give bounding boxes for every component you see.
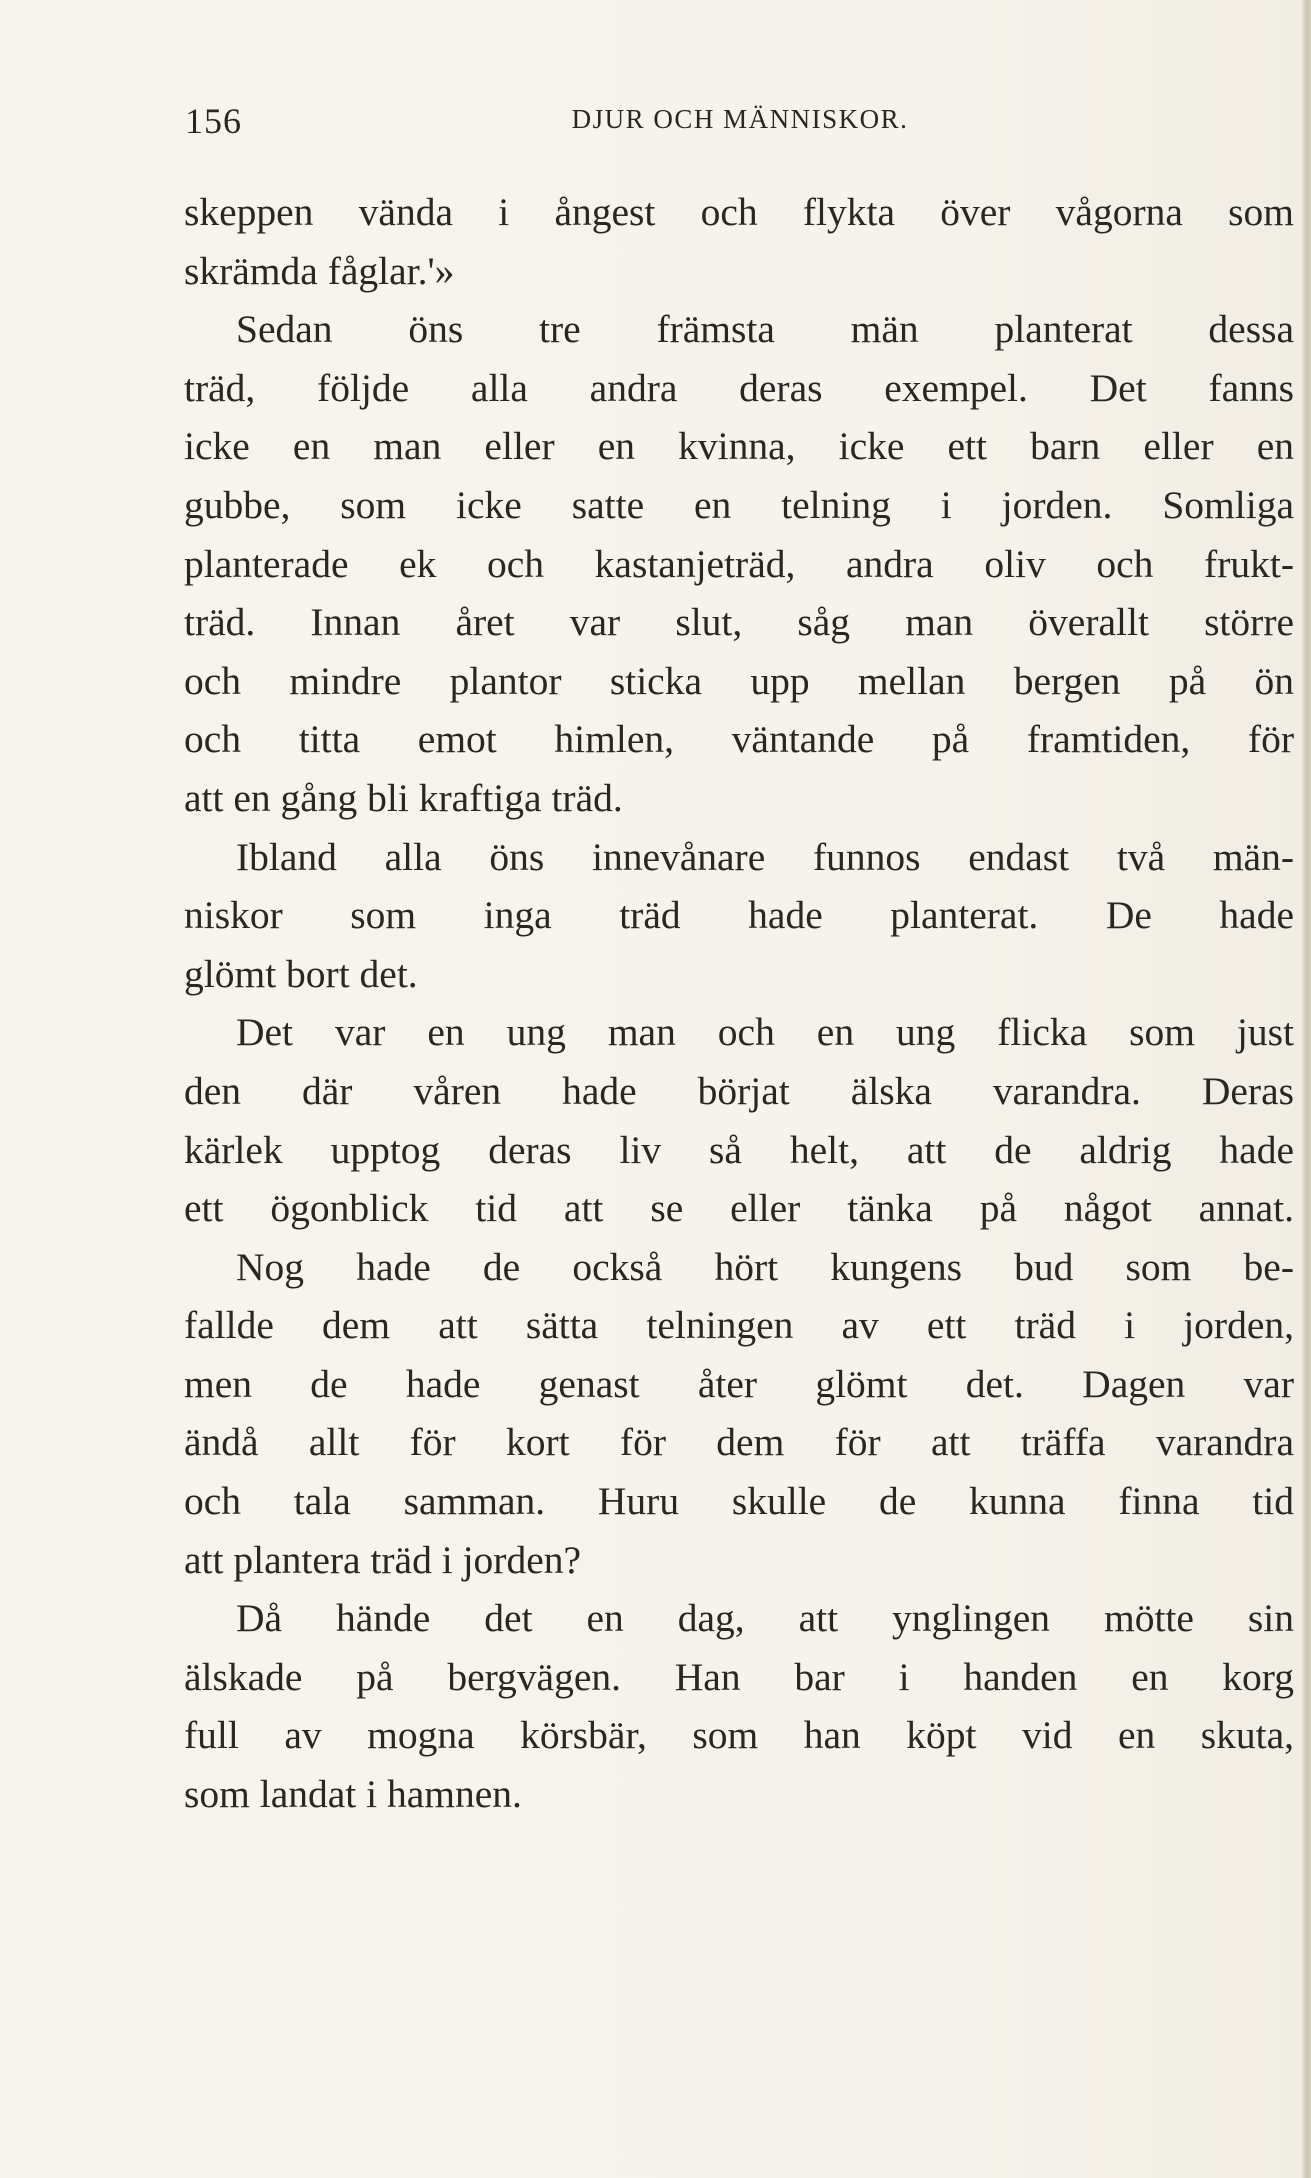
text-line: ett ögonblick tid att se eller tänka på något annat. [184, 1186, 1294, 1231]
text-line: som landat i hamnen. [184, 1772, 522, 1817]
page-header [185, 100, 1295, 150]
text-line: och tala samman. Huru skulle de kunna finna tid [184, 1479, 1294, 1524]
page-edge [1302, 0, 1311, 2178]
text-line: träd. Innan året var slut, såg man överallt större [184, 600, 1294, 645]
text-line: träd, följde alla andra deras exempel. Det fanns [184, 365, 1294, 410]
text-line: Då hände det en dag, att ynglingen mötte sin [236, 1596, 1294, 1641]
text-line: Sedan öns tre främsta män planterat dessa [236, 307, 1294, 352]
text-line: skeppen vända i ångest och flykta över vågorna som [184, 190, 1294, 234]
text-line: och titta emot himlen, väntande på framtiden, för [184, 717, 1294, 762]
text-line: full av mogna körsbär, som han köpt vid en skuta, [184, 1713, 1294, 1758]
text-line: kärlek upptog deras liv så helt, att de aldrig hade [184, 1127, 1294, 1172]
text-line: älskade på bergvägen. Han bar i handen en korg [184, 1654, 1294, 1699]
text-line: icke en man eller en kvinna, icke ett barn eller en [184, 424, 1294, 469]
text-line: att en gång bli kraftiga träd. [184, 775, 623, 820]
text-line: den där våren hade börjat älska varandra. Deras [184, 1068, 1294, 1113]
text-line: och mindre plantor sticka upp mellan bergen på ön [184, 658, 1294, 703]
page-number: 156 [185, 101, 242, 141]
text-line: Ibland alla öns innevånare funnos endast två män- [236, 834, 1294, 879]
text-line: att plantera träd i jorden? [184, 1537, 582, 1582]
body-text [184, 183, 1294, 1824]
text-line: Nog hade de också hört kungens bud som be- [236, 1244, 1294, 1289]
text-line: men de hade genast åter glömt det. Dagen var [184, 1361, 1294, 1406]
text-line: skrämda fåglar.'» [184, 248, 455, 293]
text-line: gubbe, som icke satte en telning i jorden. Somliga [184, 482, 1294, 527]
text-line: glömt bort det. [184, 951, 418, 996]
text-line: Det var en ung man och en ung flicka som just [236, 1010, 1294, 1055]
text-line: ändå allt för kort för dem för att träffa varandra [184, 1420, 1294, 1465]
text-line: fallde dem att sätta telningen av ett träd i jorden, [184, 1303, 1294, 1348]
text-line: planterade ek och kastanjeträd, andra oliv och frukt- [184, 541, 1294, 586]
running-head: DJUR OCH MÄNNISKOR. [571, 104, 909, 134]
text-line: niskor som inga träd hade planterat. De hade [184, 893, 1294, 938]
